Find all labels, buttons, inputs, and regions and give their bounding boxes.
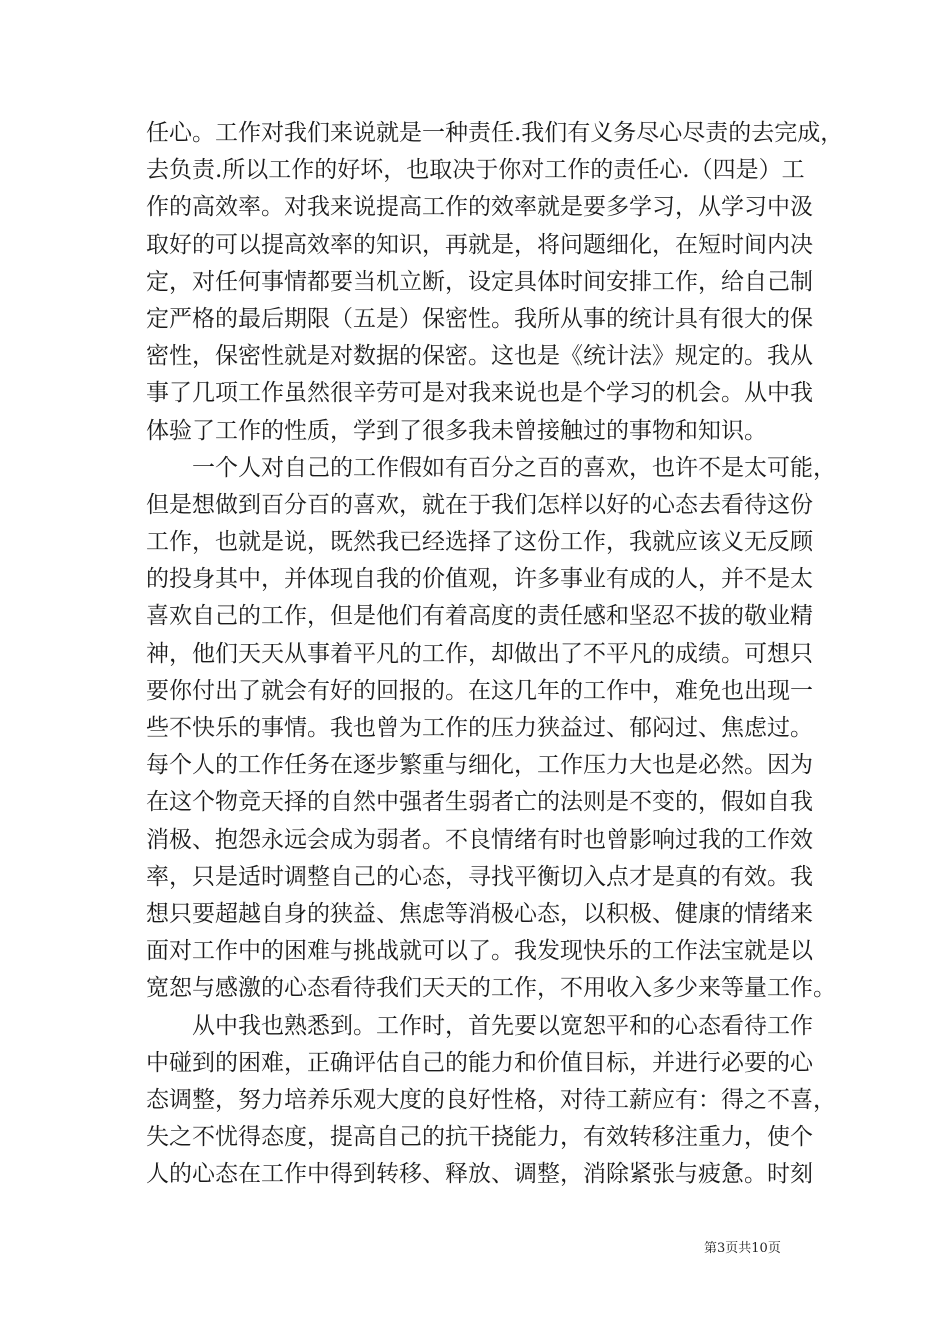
text-line: 任心。工作对我们来说就是一种责任.我们有义务尽心尽责的去完成， (146, 120, 844, 146)
text-line: 事了几项工作虽然很辛劳可是对我来说也是个学习的机会。从中我 (146, 380, 813, 407)
text-line: 的投身其中，并体现自我的价值观，许多事业有成的人，并不是太 (146, 566, 813, 593)
text-line: 作的高效率。对我来说提高工作的效率就是要多学习，从学习中汲 (146, 194, 813, 221)
page-number: 第3页共10页 (704, 1241, 781, 1256)
text-line: 失之不忧得态度，提高自己的抗干挠能力，有效转移注重力，使个 (146, 1124, 813, 1151)
text-line: 体验了工作的性质，学到了很多我未曾接触过的事物和知识。 (146, 417, 767, 444)
text-line: 定，对任何事情都要当机立断，设定具体时间安排工作，给自己制 (146, 268, 813, 295)
text-line: 中碰到的困难，正确评估自己的能力和价值目标，并进行必要的心 (146, 1049, 813, 1076)
text-line: 想只要超越自身的狭益、焦虑等消极心态，以积极、健康的情绪来 (146, 900, 813, 927)
text-line: 些不快乐的事情。我也曾为工作的压力狭益过、郁闷过、焦虑过。 (146, 715, 813, 741)
paragraph-start-line: 从中我也熟悉到。工作时，首先要以宽恕平和的心态看待工作 (146, 1012, 813, 1039)
text-line: 在这个物竞天择的自然中强者生弱者亡的法则是不变的，假如自我 (146, 789, 813, 816)
text-line: 每个人的工作任务在逐步繁重与细化，工作压力大也是必然。因为 (146, 752, 813, 779)
text-line: 宽恕与感激的心态看待我们天天的工作，不用收入多少来等量工作。 (146, 975, 836, 1002)
text-line: 率，只是适时调整自己的心态，寻找平衡切入点才是真的有效。我 (146, 863, 813, 890)
body-text (146, 115, 844, 1193)
text-line: 人的心态在工作中得到转移、释放、调整，消除紧张与疲惫。时刻 (146, 1161, 813, 1188)
text-line: 但是想做到百分百的喜欢，就在于我们怎样以好的心态去看待这份 (146, 491, 813, 518)
text-line: 工作，也就是说，既然我已经选择了这份工作，我就应该义无反顾 (146, 529, 813, 556)
text-line: 面对工作中的困难与挑战就可以了。我发现快乐的工作法宝就是以 (146, 938, 813, 965)
text-line: 去负责.所以工作的好坏，也取决于你对工作的责任心.（四是）工 (146, 157, 805, 184)
text-line: 态调整，努力培养乐观大度的良好性格，对待工薪应有：得之不喜， (146, 1086, 836, 1113)
text-line: 定严格的最后期限（五是）保密性。我所从事的统计具有很大的保 (146, 305, 813, 332)
text-line: 密性，保密性就是对数据的保密。这也是《统计法》规定的。我从 (146, 343, 813, 370)
text-line: 取好的可以提高效率的知识，再就是，将问题细化，在短时间内决 (146, 231, 813, 258)
text-line: 喜欢自己的工作，但是他们有着高度的责任感和坚忍不拔的敬业精 (146, 603, 813, 630)
paragraph-start-line: 一个人对自己的工作假如有百分之百的喜欢，也许不是太可能， (146, 454, 836, 481)
text-line: 神，他们天天从事着平凡的工作，却做出了不平凡的成绩。可想只 (146, 640, 813, 667)
text-line: 要你付出了就会有好的回报的。在这几年的工作中，难免也出现一 (146, 677, 813, 704)
text-line: 消极、抱怨永远会成为弱者。不良情绪有时也曾影响过我的工作效 (146, 826, 813, 853)
